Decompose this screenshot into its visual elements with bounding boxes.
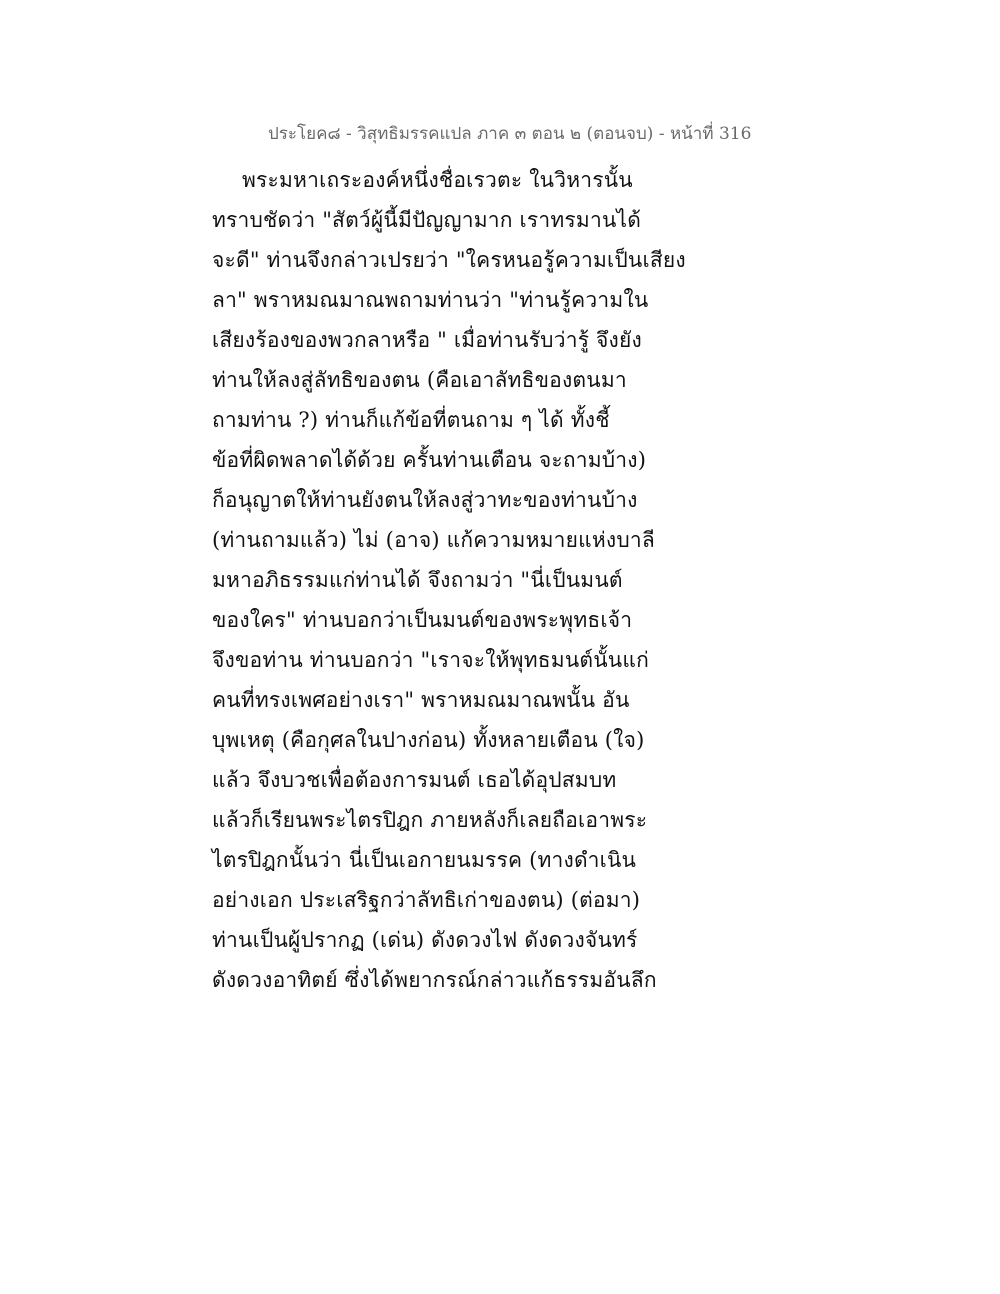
text-line: ทราบชัดว่า "สัตว์ผู้นี้มีปัญญามาก เราทรมานได้ bbox=[212, 208, 642, 232]
text-line: ข้อที่ผิดพลาดได้ด้วย ครั้นท่านเตือน จะถามบ้าง) bbox=[212, 448, 647, 472]
text-line: ท่านเป็นผู้ปรากฏ (เด่น) ดังดวงไฟ ดังดวงจันทร์ bbox=[212, 928, 638, 952]
text-line: ไตรปิฎกนั้นว่า นี่เป็นเอกายนมรรค (ทางดำเนิน bbox=[212, 848, 637, 872]
text-line: เสียงร้องของพวกลาหรือ " เมื่อท่านรับว่ารู้ จึงยัง bbox=[212, 328, 642, 352]
text-line: (ท่านถามแล้ว) ไม่ (อาจ) แก้ความหมายแห่งบาลี bbox=[212, 528, 655, 552]
text-line: มหาอภิธรรมแก่ท่านได้ จึงถามว่า "นี่เป็นมนต์ bbox=[212, 568, 623, 592]
text-line: ลา" พราหมณมาณพถามท่านว่า "ท่านรู้ความใน bbox=[212, 288, 649, 312]
running-header: ประโยค๘ - วิสุทธิมรรคแปล ภาค ๓ ตอน ๒ (ตอนจบ) - หน้าที่ 316 bbox=[268, 124, 752, 144]
text-line: อย่างเอก ประเสริฐกว่าลัทธิเก่าของตน) (ต่อมา) bbox=[212, 888, 641, 912]
text-line: พระมหาเถระองค์หนึ่งชื่อเรวตะ ในวิหารนั้น bbox=[242, 168, 633, 192]
text-line: ก็อนุญาตให้ท่านยังตนให้ลงสู่วาทะของท่านบ้าง bbox=[212, 488, 638, 512]
text-line: ของใคร" ท่านบอกว่าเป็นมนต์ของพระพุทธเจ้า bbox=[212, 608, 633, 632]
text-line: คนที่ทรงเพศอย่างเรา" พราหมณมาณพนั้น อัน bbox=[212, 688, 630, 712]
text-line: ท่านให้ลงสู่ลัทธิของตน (คือเอาลัทธิของตนมา bbox=[212, 368, 627, 392]
text-line: บุพเหตุ (คือกุศลในปางก่อน) ทั้งหลายเตือน (ใจ) bbox=[212, 728, 645, 752]
text-line: ถามท่าน ?) ท่านก็แก้ข้อที่ตนถาม ๆ ได้ ทั้งชี้ bbox=[212, 408, 610, 432]
body-text bbox=[212, 160, 686, 1000]
text-line: ดังดวงอาทิตย์ ซึ่งได้พยากรณ์กล่าวแก้ธรรมอันลึก bbox=[212, 968, 657, 992]
text-line: แล้วก็เรียนพระไตรปิฎก ภายหลังก็เลยถือเอาพระ bbox=[212, 808, 648, 832]
text-line: แล้ว จึงบวชเพื่อต้องการมนต์ เธอได้อุปสมบท bbox=[212, 768, 617, 792]
text-line: จะดี" ท่านจึงกล่าวเปรยว่า "ใครหนอรู้ความเป็นเสียง bbox=[212, 248, 686, 272]
text-line: จึงขอท่าน ท่านบอกว่า "เราจะให้พุทธมนต์นั้นแก่ bbox=[212, 648, 649, 672]
